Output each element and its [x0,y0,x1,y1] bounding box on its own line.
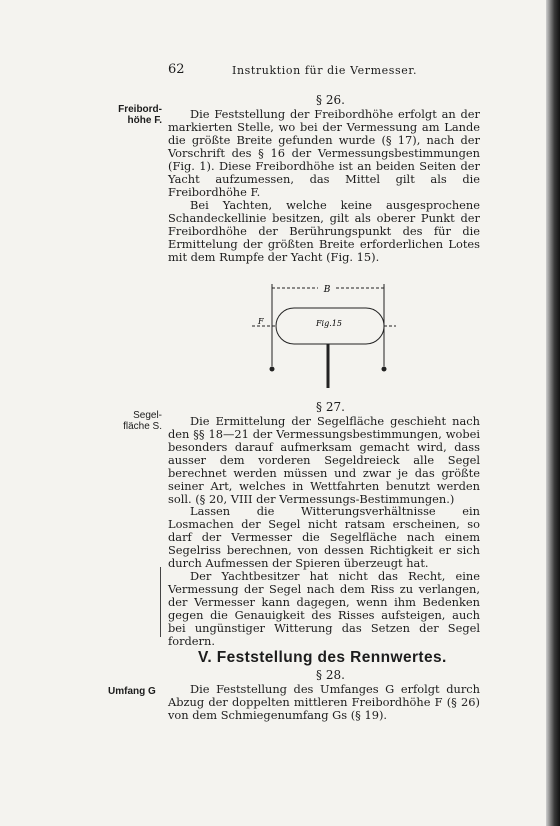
figure-15-diagram [250,280,400,398]
section-28-heading: § 28. [316,668,345,682]
margin-note-freibordhoehe: Freibord- höhe F. [118,104,162,126]
figure-label-f: F [258,317,264,326]
margin-note-umfang: Umfang G [108,686,156,697]
figure-caption: Fig.15 [316,319,342,328]
section-27-heading: § 27. [316,400,345,414]
margin-note-segelflaeche: Segel- fläche S. [123,410,162,432]
page-number: 62 [168,62,185,77]
page-edge [546,0,560,826]
margin-marking-line [160,567,161,637]
section-28-paragraph-1: Die Feststellung des Umfanges G erfolgt durch Abzug der doppelten mittleren Freibordhöhe F (§ 26) von dem Schmiegenumfang Gs (§ 19). [168,682,480,722]
section-27-paragraph-3: Der Yachtbesitzer hat nicht das Recht, eine Vermessung der Segel nach dem Riss zu verlangen, der Vermesser kann dagegen, wenn ihm Bedenken gegen die Genauigkeit des Risses aufsteigen, auch bei ungünstiger Witterung das Setzen der Segel fordern. [168,569,480,648]
running-head: Instruktion für die Vermesser. [232,64,418,77]
section-26-heading: § 26. [316,93,345,107]
chapter-heading: V. Feststellung des Rennwertes. [198,649,447,666]
right-plumb-bob [382,367,387,372]
section-27-paragraph-2: Lassen die Witterungsverhältnisse ein Losmachen der Segel nicht ratsam erscheinen, so darf der Vermesser die Segelfläche nach einem Segelriss berechnen, von dessen Richtigkeit er sich durch Aufmessen der Spieren überzeugt hat. [168,504,480,570]
section-26-paragraph-2: Bei Yachten, welche keine ausgesprochene Schandeckellinie besitzen, gilt als oberer Punkt der Freibordhöhe der Berührungspunkt des für die Ermittelung der größten Breite erforderlichen Lotes mit dem Rumpfe der Yacht (Fig. 15). [168,198,480,264]
section-26-paragraph-1: Die Feststellung der Freibordhöhe erfolgt an der markierten Stelle, wo bei der Vermessung am Lande die größte Breite gefunden wurde (§ 17), nach der Vorschrift des § 16 der Vermessungsbestimmungen (Fig. 1). Diese Freibordhöhe ist an beiden Seiten der Yacht aufzumessen, das Mittel gilt als die Freibordhöhe F. [168,107,480,199]
section-27-paragraph-1: Die Ermittelung der Segelfläche geschieht nach den §§ 18—21 der Vermessungsbestimmungen, wobei besonders darauf aufmerksam gemacht wird, dass ausser dem vorderen Segeldreieck alle Segel berechnet werden müssen und zwar je das größte seiner Art, welches in Wettfahrten benutzt werden soll. (§ 20, VIII der Vermessungs-Bestimmungen.) [168,414,480,506]
left-plumb-bob [270,367,275,372]
figure-label-b: B [323,285,331,295]
